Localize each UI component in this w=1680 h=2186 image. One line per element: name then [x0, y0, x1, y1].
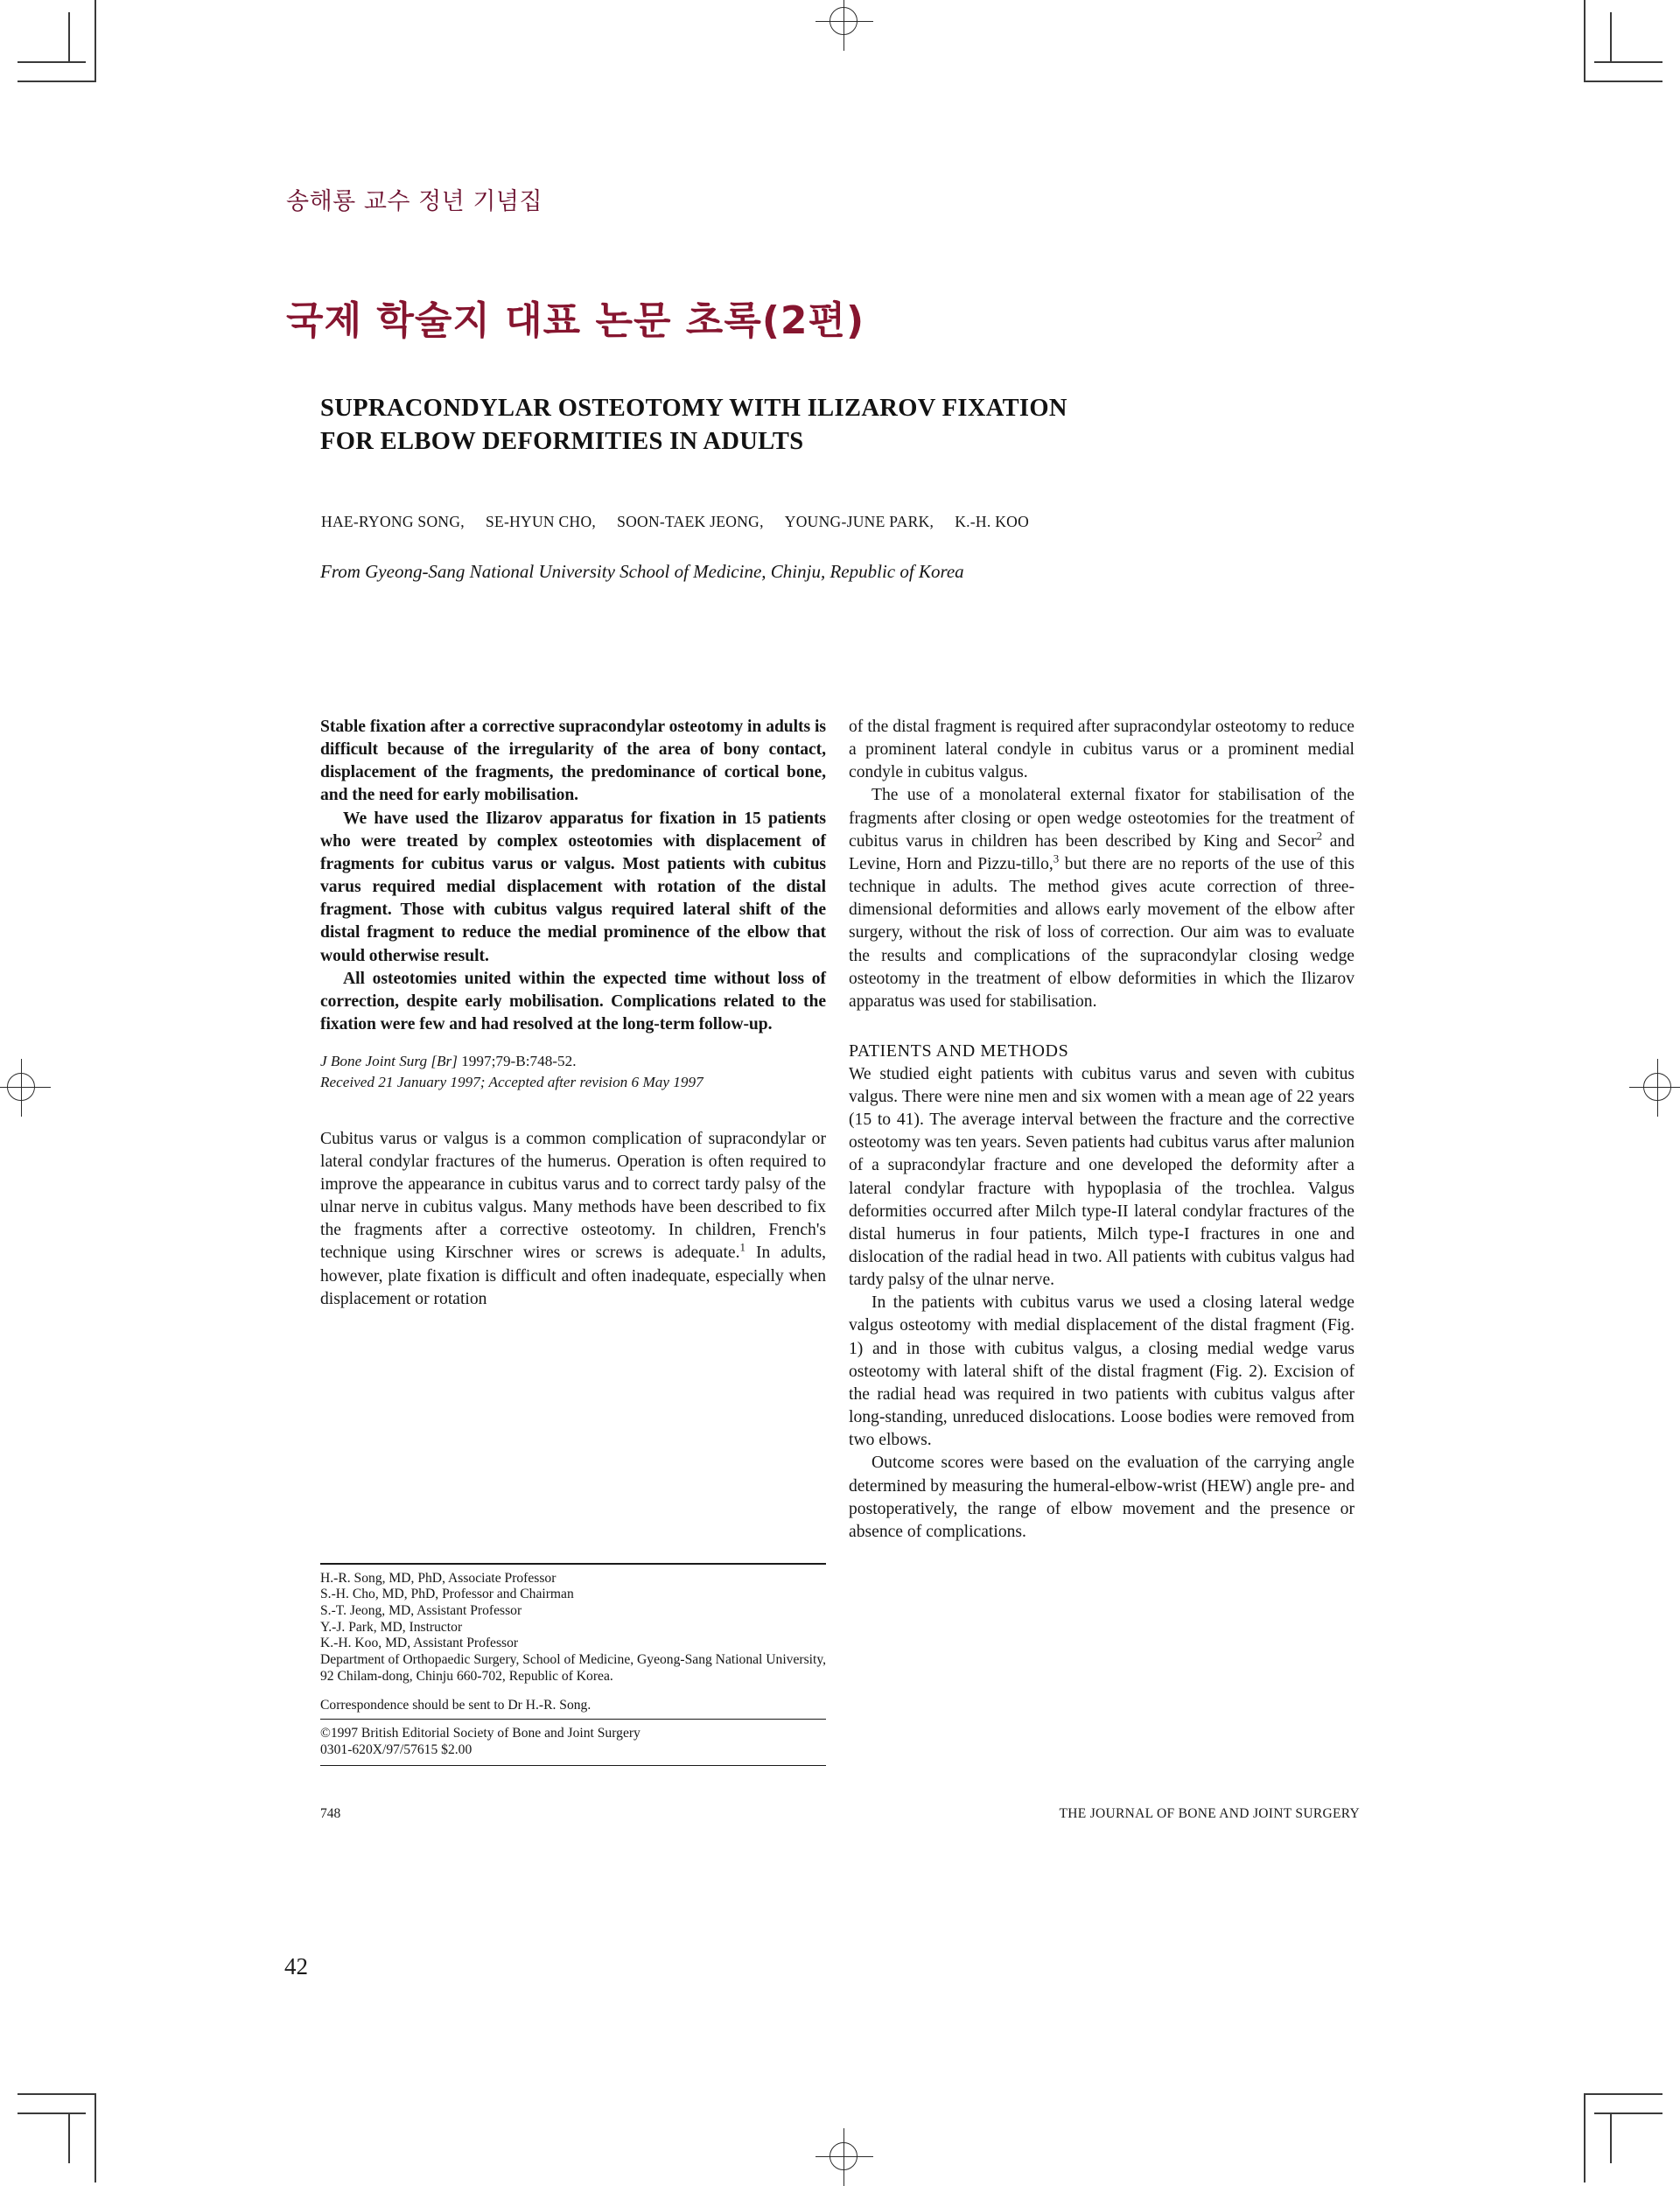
reference-marker-3: 3	[1053, 851, 1060, 865]
methods-paragraph-1: We studied eight patients with cubitus varus and seven with cubitus valgus. There were nine men and six women with a mean age of 22 years (15 to 41). The average interval between the fracture and the corrective osteotomy was ten years. Seven patients had cubitus varus after malunion of a supracondylar fracture and one developed the deformity after a lateral condylar fracture with hypoplasia of the trochlea. Valgus deformities occurred after Milch type-II lateral condylar fractures of the distal humerus in four patients, Milch type-I fractures in one and dislocation of the radial head in two. All patients with cubitus valgus had tardy palsy of the ulnar nerve.	[849, 1064, 1354, 1290]
introduction-paragraph-2	[849, 784, 1354, 1013]
footnote-department: Department of Orthopaedic Surgery, School of Medicine, Gyeong-Sang National University, 92 Chilam-dong, Chinju 660-702, Republic of Korea.	[320, 1652, 826, 1684]
abstract-paragraph: We have used the Ilizarov apparatus for fixation in 15 patients who were treated by complex osteotomies with displacement of fragments for cubitus varus or valgus. Most patients with cubitus varus required medial displacement with rotation of the distal fragment. Those with cubitus valgus required lateral shift of the distal fragment to reduce the medial prominence of the elbow that would otherwise result.	[320, 809, 826, 965]
introduction-paragraph-1-continued: of the distal fragment is required after supracondylar osteotomy to reduce a prominent lateral condyle in cubitus varus or a prominent medial condyle in cubitus valgus.	[849, 718, 1354, 782]
abstract-paragraph: All osteotomies united within the expected time without loss of correction, despite early mobilisation. Complications related to the fixation were few and had resolved at the long-term follow-up.	[320, 969, 826, 1034]
footnote-divider-middle	[320, 1719, 826, 1720]
methods-paragraph-3: Outcome scores were based on the evaluation of the carrying angle determined by measuring the humeral-elbow-wrist (HEW) angle pre- and postoperatively, the range of elbow movement and the presence or absence of complications.	[849, 1454, 1354, 1541]
reference-marker-2: 2	[1316, 829, 1323, 843]
footnote-author: S.-T. Jeong, MD, Assistant Professor	[320, 1603, 522, 1618]
abstract	[320, 716, 826, 1036]
journal-citation	[320, 1051, 826, 1092]
paper-title	[320, 392, 1222, 459]
intro2-text-a: The use of a monolateral external fixator for stabilisation of the fragments after closing or open wedge osteotomies for the treatment of cubitus varus in children has been described by King and Secor	[849, 786, 1354, 851]
book-page-number: 42	[284, 1953, 308, 1979]
footnote-author: H.-R. Song, MD, PhD, Associate Professor	[320, 1570, 556, 1586]
intro-text-a: Cubitus varus or valgus is a common complication of supracondylar or lateral condylar fractures of the humerus. Operation is often required to improve the appearance in cubitus varus and to correct tardy palsy of the ulnar nerve in cubitus valgus. Many methods have been described to fix the fragments after a corrective osteotomy. In children, French's technique using Kirschner wires or screws is adequate.	[320, 1129, 826, 1263]
paper-title-line-1: SUPRACONDYLAR OSTEOTOMY WITH ILIZAROV FIXATION	[320, 395, 1068, 422]
journal-name: J Bone Joint Surg [Br]	[320, 1053, 458, 1070]
left-column	[320, 716, 826, 1311]
footnote-author-list	[320, 1571, 826, 1653]
korean-section-title: 국제 학술지 대표 논문 초록(2편)	[286, 298, 865, 343]
journal-volume-pages: 1997;79-B:748-52.	[461, 1053, 577, 1070]
methods-paragraph-2: In the patients with cubitus varus we used a closing lateral wedge valgus osteotomy with medial displacement of the distal fragment (Fig. 1) and in those with cubitus valgus, a closing medial wedge varus osteotomy with lateral shift of the distal fragment (Fig. 2). Excision of the radial head was required in two patients with cubitus valgus after long-standing, unreduced dislocations. Loose bodies were removed from two elbows.	[849, 1293, 1354, 1450]
footnote-author: K.-H. Koo, MD, Assistant Professor	[320, 1636, 519, 1651]
footnote-block	[320, 1563, 826, 1772]
right-column	[849, 716, 1354, 1544]
journal-reference	[320, 1051, 826, 1072]
introduction-paragraph-1	[320, 1128, 826, 1311]
section-heading-patients-and-methods: PATIENTS AND METHODS	[849, 1041, 1069, 1061]
intro2-text-c: but there are no reports of the use of this technique in adults. The method gives acute correction of three-dimensional deformities and allows early movement of the elbow after surgery, without the risk of loss of correction. Our aim was to evaluate the results and complications of the supracondylar closing wedge osteotomy in the treatment of elbow deformities in which the Ilizarov apparatus was used for stabilisation.	[849, 854, 1354, 1011]
running-footer-page-number: 748	[320, 1806, 341, 1821]
intro-text-b: In adults, however, plate fixation is difficult and often inadequate, especially when displacement or rotation	[320, 1244, 826, 1308]
footnote-copyright-line-1: ©1997 British Editorial Society of Bone and Joint Surgery	[320, 1726, 640, 1741]
intro2-text-b: and Levine, Horn and Pizzu-tillo,	[849, 831, 1354, 873]
korean-running-head: 송해룡 교수 정년 기념집	[286, 188, 543, 215]
footnote-divider-top	[320, 1563, 826, 1565]
abstract-paragraph: Stable fixation after a corrective supracondylar osteotomy in adults is difficult because of the irregularity of the area of bony contact, displacement of the fragments, the predominance of cortical bone, and the need for early mobilisation.	[320, 718, 826, 805]
methods-section	[849, 1040, 1354, 1544]
paper-title-line-2: FOR ELBOW DEFORMITIES IN ADULTS	[320, 427, 804, 455]
author-list	[321, 513, 1029, 531]
footnote-author: S.-H. Cho, MD, PhD, Professor and Chairman	[320, 1587, 574, 1602]
affiliation: From Gyeong-Sang National University School of Medicine, Chinju, Republic of Korea	[320, 561, 964, 582]
author-name: SOON-TAEK JEONG,	[617, 513, 764, 530]
received-accepted-line: Received 21 January 1997; Accepted after revision 6 May 1997	[320, 1073, 704, 1090]
author-name: K.-H. KOO	[955, 513, 1030, 530]
footnote-correspondence: Correspondence should be sent to Dr H.-R. Song.	[320, 1697, 592, 1713]
author-name: SE-HYUN CHO,	[485, 513, 597, 530]
footnote-copyright-line-2: 0301-620X/97/57615 $2.00	[320, 1742, 472, 1758]
introduction-block	[320, 1128, 826, 1311]
reference-marker-1: 1	[739, 1240, 746, 1254]
author-name: YOUNG-JUNE PARK,	[784, 513, 934, 530]
footnote-author: Y.-J. Park, MD, Instructor	[320, 1619, 463, 1635]
footnote-divider-bottom	[320, 1765, 826, 1766]
author-name: HAE-RYONG SONG,	[321, 513, 465, 530]
running-footer-journal-name: THE JOURNAL OF BONE AND JOINT SURGERY	[1059, 1806, 1360, 1821]
